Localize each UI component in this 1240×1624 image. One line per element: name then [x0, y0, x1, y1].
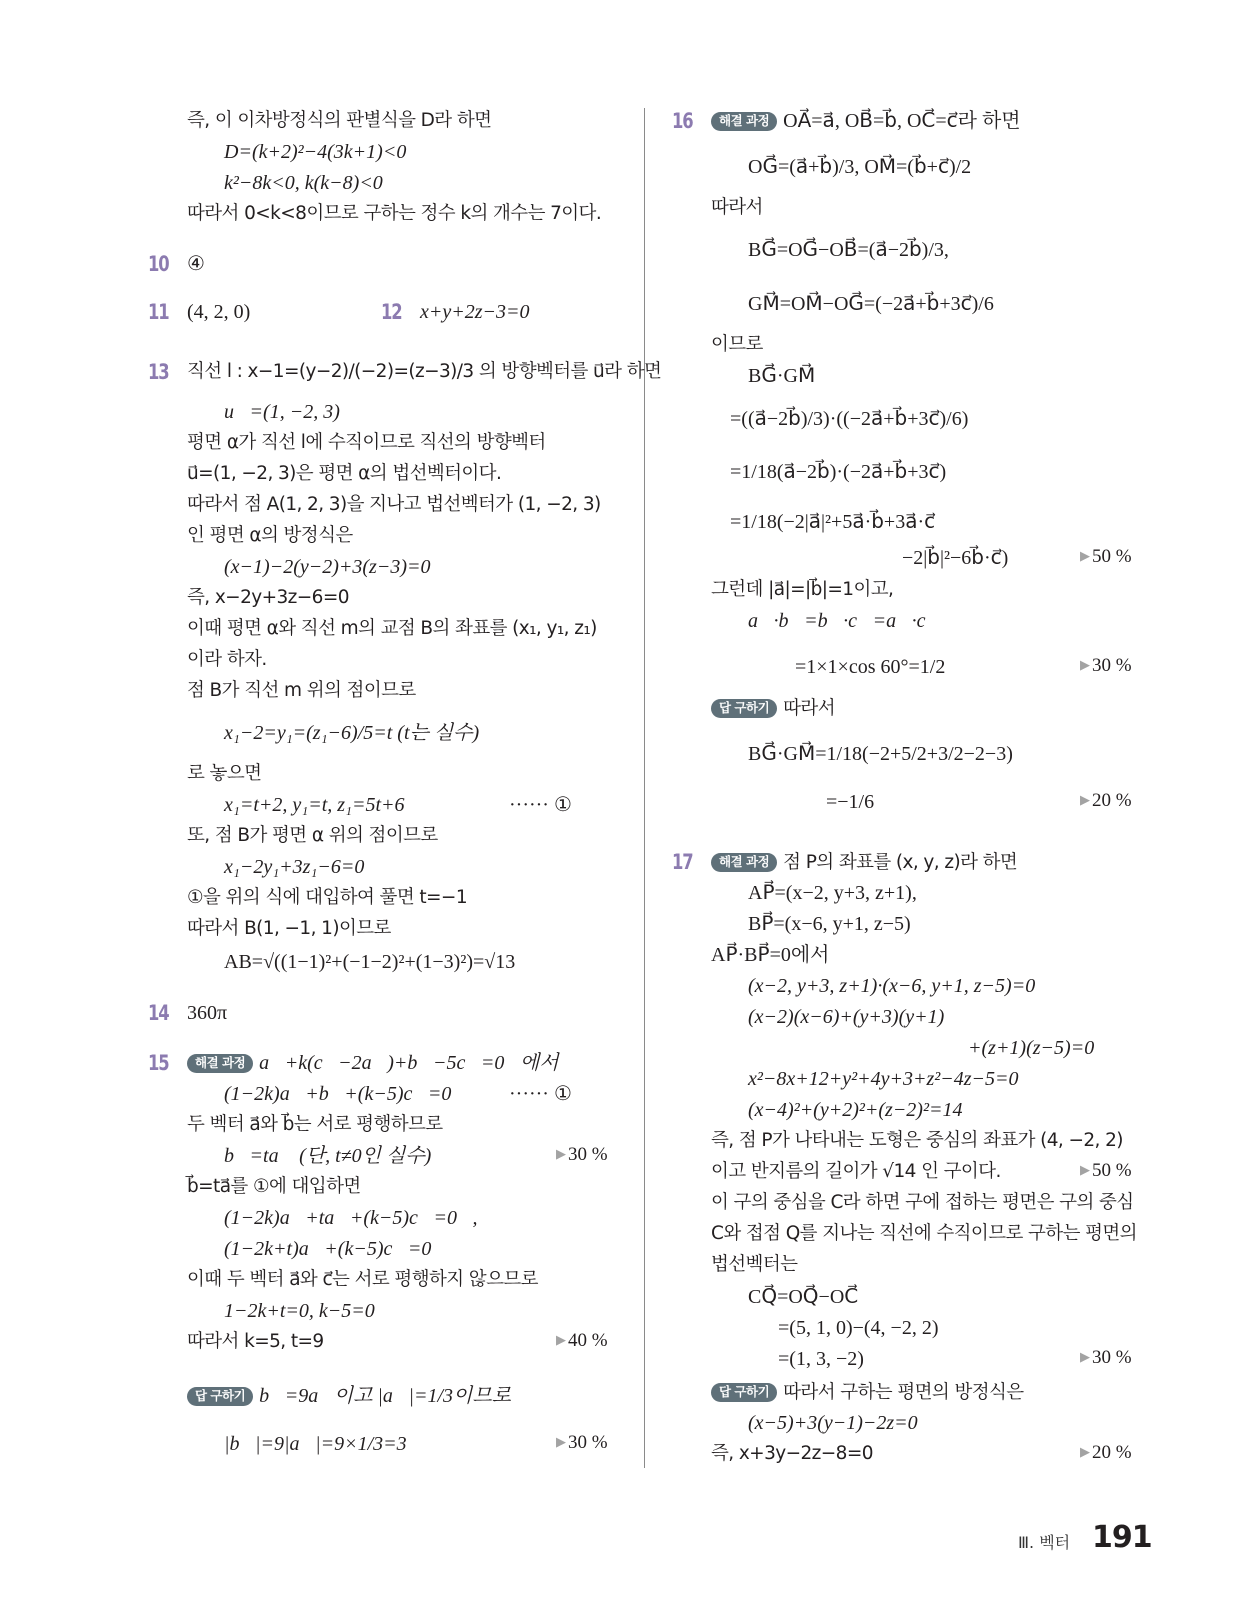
solution-process-badge: 해결 과정	[711, 853, 777, 872]
p17-line-6: (x−2)(x−6)+(y+3)(y+1)	[748, 1006, 945, 1028]
p16-line-7: BG⃗·GM⃗	[748, 365, 816, 387]
p17-line-3: BP⃗=(x−6, y+1, z−5)	[748, 913, 911, 935]
score-50-percent: ▶ 50 %	[1080, 1160, 1132, 1181]
p17-line-9: (x−4)²+(y+2)²+(z−2)²=14	[748, 1099, 963, 1121]
problem-number-17: 17	[672, 850, 693, 874]
p17-line-4: AP⃗·BP⃗=0에서	[711, 944, 830, 966]
p15-line-6: (1−2k)a⃗+ta⃗+(k−5)c⃗=0⃗,	[224, 1207, 478, 1229]
intro-line-2: D=(k+2)²−4(3k+1)<0	[224, 141, 407, 163]
p15-line-8: 이때 두 벡터 a⃗와 c⃗는 서로 평행하지 않으므로	[187, 1269, 538, 1290]
p16-line-11: −2|b⃗|²−6b⃗·c⃗)	[902, 547, 1009, 569]
p17-line-20: 즉, x+3y−2z−8=0	[711, 1443, 873, 1464]
score-40-percent: ▶ 40 %	[556, 1330, 608, 1351]
p13-line-5: 따라서 점 A(1, 2, 3)을 지나고 법선벡터가 (1, −2, 3)	[187, 494, 601, 515]
p17-line-10: 즉, 점 P가 나타내는 도형은 중심의 좌표가 (4, −2, 2)	[711, 1130, 1123, 1151]
p17-line-11: 이고 반지름의 길이가 √14 인 구이다.	[711, 1161, 1001, 1182]
answer-badge: 답 구하기	[711, 699, 777, 718]
problem-number-10: 10	[148, 252, 169, 276]
p13-line-4: u⃗=(1, −2, 3)은 평면 α의 법선벡터이다.	[187, 463, 502, 484]
p15-line-12: |b⃗|=9|a⃗|=9×1/3=3	[224, 1433, 407, 1455]
p16-line-8: =((a⃗−2b⃗)/3)·((−2a⃗+b⃗+3c⃗)/6)	[730, 408, 969, 430]
p16-line-14: =1×1×cos 60°=1/2	[795, 656, 946, 678]
p15-line-10: 따라서 k=5, t=9	[187, 1331, 324, 1352]
score-30-percent: ▶ 30 %	[1080, 1347, 1132, 1368]
problem-number-16: 16	[672, 109, 693, 133]
problem-number-11: 11	[148, 300, 169, 324]
p15-line-4: b⃗=ta⃗ (단, t≠0인 실수)	[224, 1145, 432, 1167]
p16-line-4: BG⃗=OG⃗−OB⃗=(a⃗−2b⃗)/3,	[748, 239, 949, 261]
p13-line-12: x₁−2=y₁=(z₁−6)/5=t (t는 실수)	[224, 722, 480, 744]
problem-number-13: 13	[148, 360, 169, 384]
p13-line-10: 이라 하자.	[187, 649, 267, 670]
p17-line-7: +(z+1)(z−5)=0	[968, 1037, 1095, 1059]
answer-11: (4, 2, 0)	[187, 301, 251, 323]
p15-line-9: 1−2k+t=0, k−5=0	[224, 1300, 375, 1322]
p13-line-9: 이때 평면 α와 직선 m의 교점 B의 좌표를 (x₁, y₁, z₁)	[187, 618, 597, 639]
p15-equation-marker: ······ ①	[509, 1083, 572, 1105]
triangle-marker-icon: ▶	[1080, 1162, 1090, 1177]
p17-line-13: C와 접점 Q를 지나는 직선에 수직이므로 구하는 평면의	[711, 1223, 1137, 1244]
p13-equation-marker: ······ ①	[509, 794, 572, 816]
p13-line-19: AB=√((1−1)²+(−1−2)²+(1−3)²)=√13	[224, 951, 516, 973]
p16-line-1: 해결 과정 OA⃗=a⃗, OB⃗=b⃗, OC⃗=c⃗라 하면	[711, 109, 1021, 133]
score-20-percent: ▶ 20 %	[1080, 1442, 1132, 1463]
solution-process-badge: 해결 과정	[711, 112, 777, 131]
solution-process-badge: 해결 과정	[187, 1054, 253, 1073]
p16-line-15: 답 구하기 따라서	[711, 696, 835, 721]
score-20-percent: ▶ 20 %	[1080, 790, 1132, 811]
answer-12: x+y+2z−3=0	[420, 301, 530, 323]
score-30-percent-final: ▶ 30 %	[556, 1432, 608, 1453]
problem-number-15: 15	[148, 1051, 169, 1075]
p13-line-15: 또, 점 B가 평면 α 위의 점이므로	[187, 825, 438, 846]
p13-line-2: u⃗=(1, −2, 3)	[224, 401, 340, 423]
p17-line-12: 이 구의 중심을 C라 하면 구에 접하는 평면은 구의 중심	[711, 1192, 1134, 1213]
problem-number-14: 14	[148, 1001, 169, 1025]
p15-line-2: (1−2k)a⃗+b⃗+(k−5)c⃗=0⃗	[224, 1083, 467, 1105]
p17-line-8: x²−8x+12+y²+4y+3+z²−4z−5=0	[748, 1068, 1019, 1090]
p17-line-5: (x−2, y+3, z+1)·(x−6, y+1, z−5)=0	[748, 975, 1036, 997]
p13-line-1: 직선 l : x−1=(y−2)/(−2)=(z−3)/3 의 방향벡터를 u⃗라 하면	[187, 361, 662, 382]
answer-14: 360π	[187, 1002, 228, 1024]
p16-line-17: =−1/6	[826, 791, 875, 813]
p15-line-7: (1−2k+t)a⃗+(k−5)c⃗=0⃗	[224, 1238, 447, 1260]
p17-line-2: AP⃗=(x−2, y+3, z+1),	[748, 882, 917, 904]
p13-line-6: 인 평면 α의 방정식은	[187, 525, 353, 546]
p13-line-8: 즉, x−2y+3z−6=0	[187, 587, 349, 608]
p16-line-13: a⃗·b⃗=b⃗·c⃗=a⃗·c⃗	[748, 610, 942, 632]
column-divider	[644, 108, 645, 1468]
p13-line-18: 따라서 B(1, −1, 1)이므로	[187, 918, 391, 939]
triangle-marker-icon: ▶	[1080, 1444, 1090, 1459]
p17-line-16: =(5, 1, 0)−(4, −2, 2)	[778, 1317, 939, 1339]
p13-line-3: 평면 α가 직선 l에 수직이므로 직선의 방향벡터	[187, 432, 546, 453]
triangle-marker-icon: ▶	[556, 1434, 566, 1449]
page-number: 191	[1092, 1520, 1152, 1555]
p16-line-12: 그런데 |a⃗|=|b⃗|=1이고,	[711, 579, 894, 600]
p15-line-3: 두 벡터 a⃗와 b⃗는 서로 평행하므로	[187, 1114, 443, 1135]
footer-section-label: Ⅲ. 벡터	[1018, 1533, 1071, 1552]
p16-line-16: BG⃗·GM⃗=1/18(−2+5/2+3/2−2−3)	[748, 743, 1013, 765]
p16-line-9: =1/18(a⃗−2b⃗)·(−2a⃗+b⃗+3c⃗)	[730, 461, 947, 483]
p15-line-5: b⃗=ta⃗를 ①에 대입하면	[187, 1176, 361, 1197]
p17-line-1: 해결 과정 점 P의 좌표를 (x, y, z)라 하면	[711, 850, 1017, 875]
p16-line-6: 이므로	[711, 334, 763, 355]
triangle-marker-icon: ▶	[556, 1146, 566, 1161]
triangle-marker-icon: ▶	[1080, 548, 1090, 563]
intro-line-1: 즉, 이 이차방정식의 판별식을 D라 하면	[187, 110, 492, 131]
p17-line-15: CQ⃗=OQ⃗−OC⃗	[748, 1286, 859, 1308]
p15-line-1: 해결 과정 a⃗+k(c⃗−2a⃗)+b⃗−5c⃗=0⃗에서	[187, 1051, 559, 1075]
score-30-percent: ▶ 30 %	[1080, 655, 1132, 676]
answer-badge: 답 구하기	[711, 1383, 777, 1402]
p13-line-13: 로 놓으면	[187, 763, 262, 784]
p13-line-11: 점 B가 직선 m 위의 점이므로	[187, 680, 416, 701]
triangle-marker-icon: ▶	[556, 1332, 566, 1347]
p17-line-17: =(1, 3, −2)	[778, 1348, 864, 1370]
answer-10: ④	[187, 253, 205, 275]
p13-line-17: ①을 위의 식에 대입하여 풀면 t=−1	[187, 887, 467, 908]
p16-line-3: 따라서	[711, 197, 763, 218]
problem-number-12: 12	[381, 300, 402, 324]
p17-line-19: (x−5)+3(y−1)−2z=0	[748, 1412, 918, 1434]
score-30-percent: ▶ 30 %	[556, 1144, 608, 1165]
answer-badge: 답 구하기	[187, 1387, 253, 1406]
intro-line-3: k²−8k<0, k(k−8)<0	[224, 172, 383, 194]
triangle-marker-icon: ▶	[1080, 657, 1090, 672]
p13-line-14: x₁=t+2, y₁=t, z₁=5t+6	[224, 794, 405, 816]
p17-line-14: 법선벡터는	[711, 1254, 798, 1275]
p13-line-16: x₁−2y₁+3z₁−6=0	[224, 856, 365, 878]
p16-line-5: GM⃗=OM⃗−OG⃗=(−2a⃗+b⃗+3c⃗)/6	[748, 293, 994, 315]
triangle-marker-icon: ▶	[1080, 1349, 1090, 1364]
score-50-percent: ▶ 50 %	[1080, 546, 1132, 567]
p16-line-2: OG⃗=(a⃗+b⃗)/3, OM⃗=(b⃗+c⃗)/2	[748, 156, 972, 178]
p13-line-7: (x−1)−2(y−2)+3(z−3)=0	[224, 556, 431, 578]
triangle-marker-icon: ▶	[1080, 792, 1090, 807]
intro-line-4: 따라서 0<k<8이므로 구하는 정수 k의 개수는 7이다.	[187, 203, 602, 224]
p17-line-18: 답 구하기 따라서 구하는 평면의 방정식은	[711, 1380, 1024, 1405]
p15-line-11: 답 구하기 b⃗=9a⃗이고 |a⃗|=1/3이므로	[187, 1384, 511, 1408]
p16-line-10: =1/18(−2|a⃗|²+5a⃗·b⃗+3a⃗·c⃗	[730, 511, 936, 533]
